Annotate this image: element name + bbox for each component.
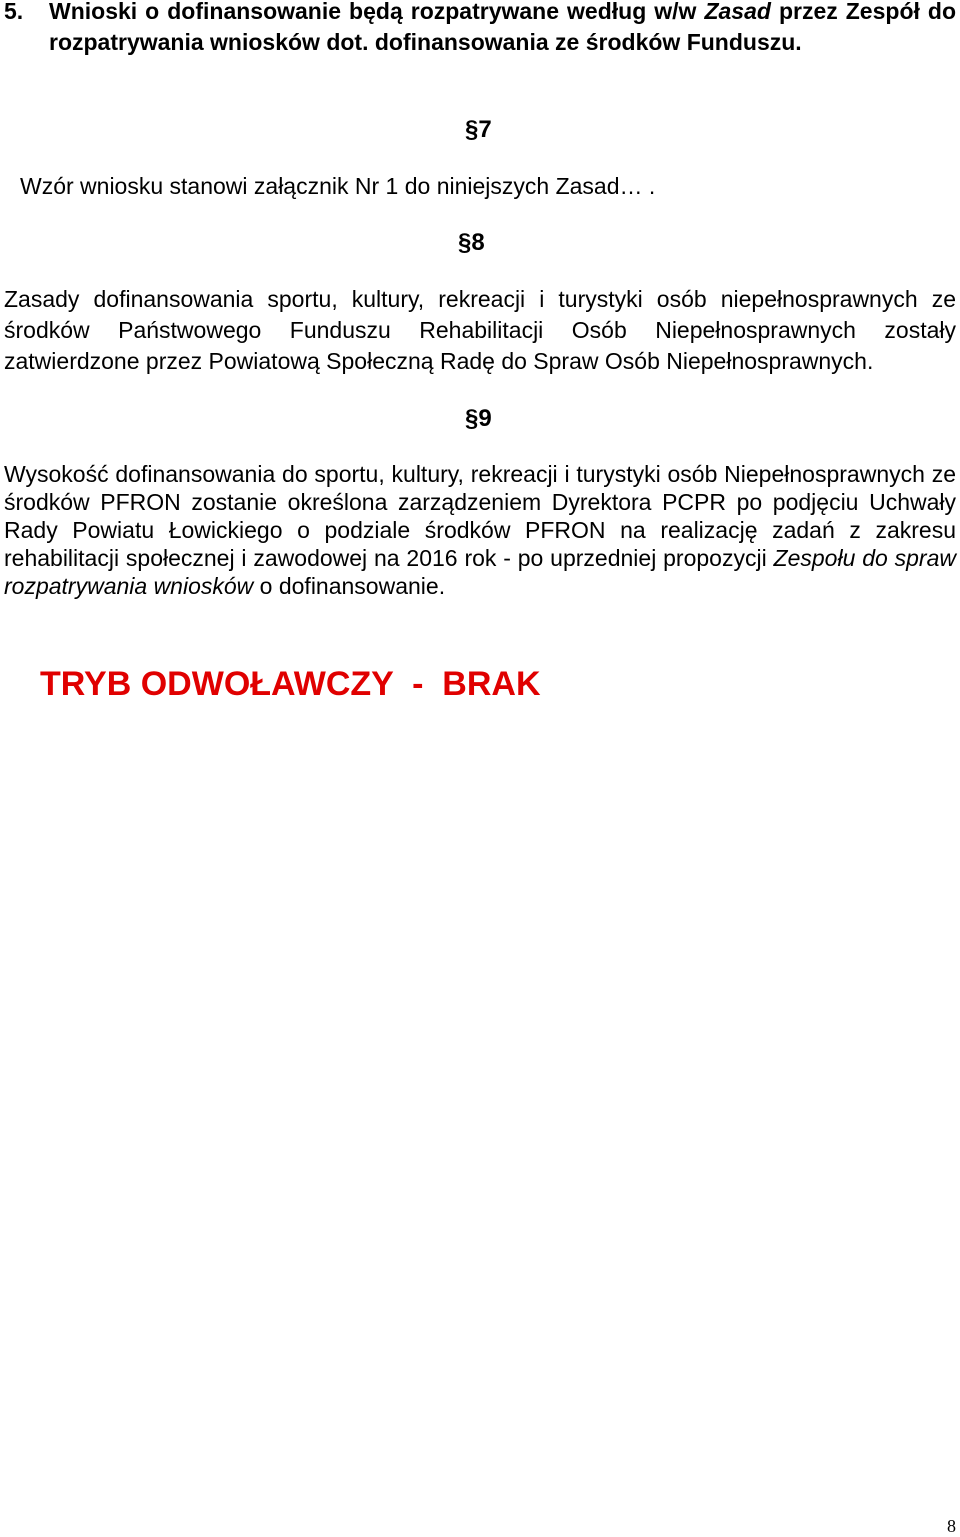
item-italic: Zasad [704,0,771,24]
item-5 [4,0,956,58]
section-7-heading: §7 [465,116,492,143]
section-8-text: Zasady dofinansowania sportu, kultury, rekreacji i turystyki osób niepełnosprawnych ze środków Państwowego Funduszu Rehabilitacji Osób Niepełnosprawnych zostały zatwierdzone przez Powiatową Społeczną Radę do Spraw Osób Niepełnosprawnych. [4,286,956,374]
section-8-heading: §8 [458,229,485,256]
section-9-text-b: o dofinansowanie. [253,573,446,599]
section-9-heading: §9 [465,405,492,432]
item-number: 5. [4,0,24,24]
appeal-notice: TRYB ODWOŁAWCZY - BRAK [40,665,541,703]
section-9-text-a: Wysokość dofinansowania do sportu, kultury, rekreacji i turystyki osób Niepełnosprawnych ze środków PFRON zostanie określona zarządzeniem Dyrektora PCPR po podjęciu Uchwały Rady Powiatu Łowickiego o podziale środków PFRON na realizację zadań z zakresu rehabilitacji społecznej i zawodowej na 2016 rok - po uprzedniej propozycji [4,461,956,571]
page-number: 8 [947,1516,956,1536]
item-text: Wnioski o dofinansowanie będą rozpatrywane według w/w [49,0,705,24]
item-text-end: przez Zespół do rozpatrywania wniosków dot. dofinansowania ze środków Funduszu. [49,0,956,55]
section-9-text [4,460,956,600]
section-7-text: Wzór wniosku stanowi załącznik Nr 1 do niniejszych Zasad… . [20,173,656,199]
section-9-italic: Zespołu do spraw rozpatrywania wniosków [4,545,956,599]
